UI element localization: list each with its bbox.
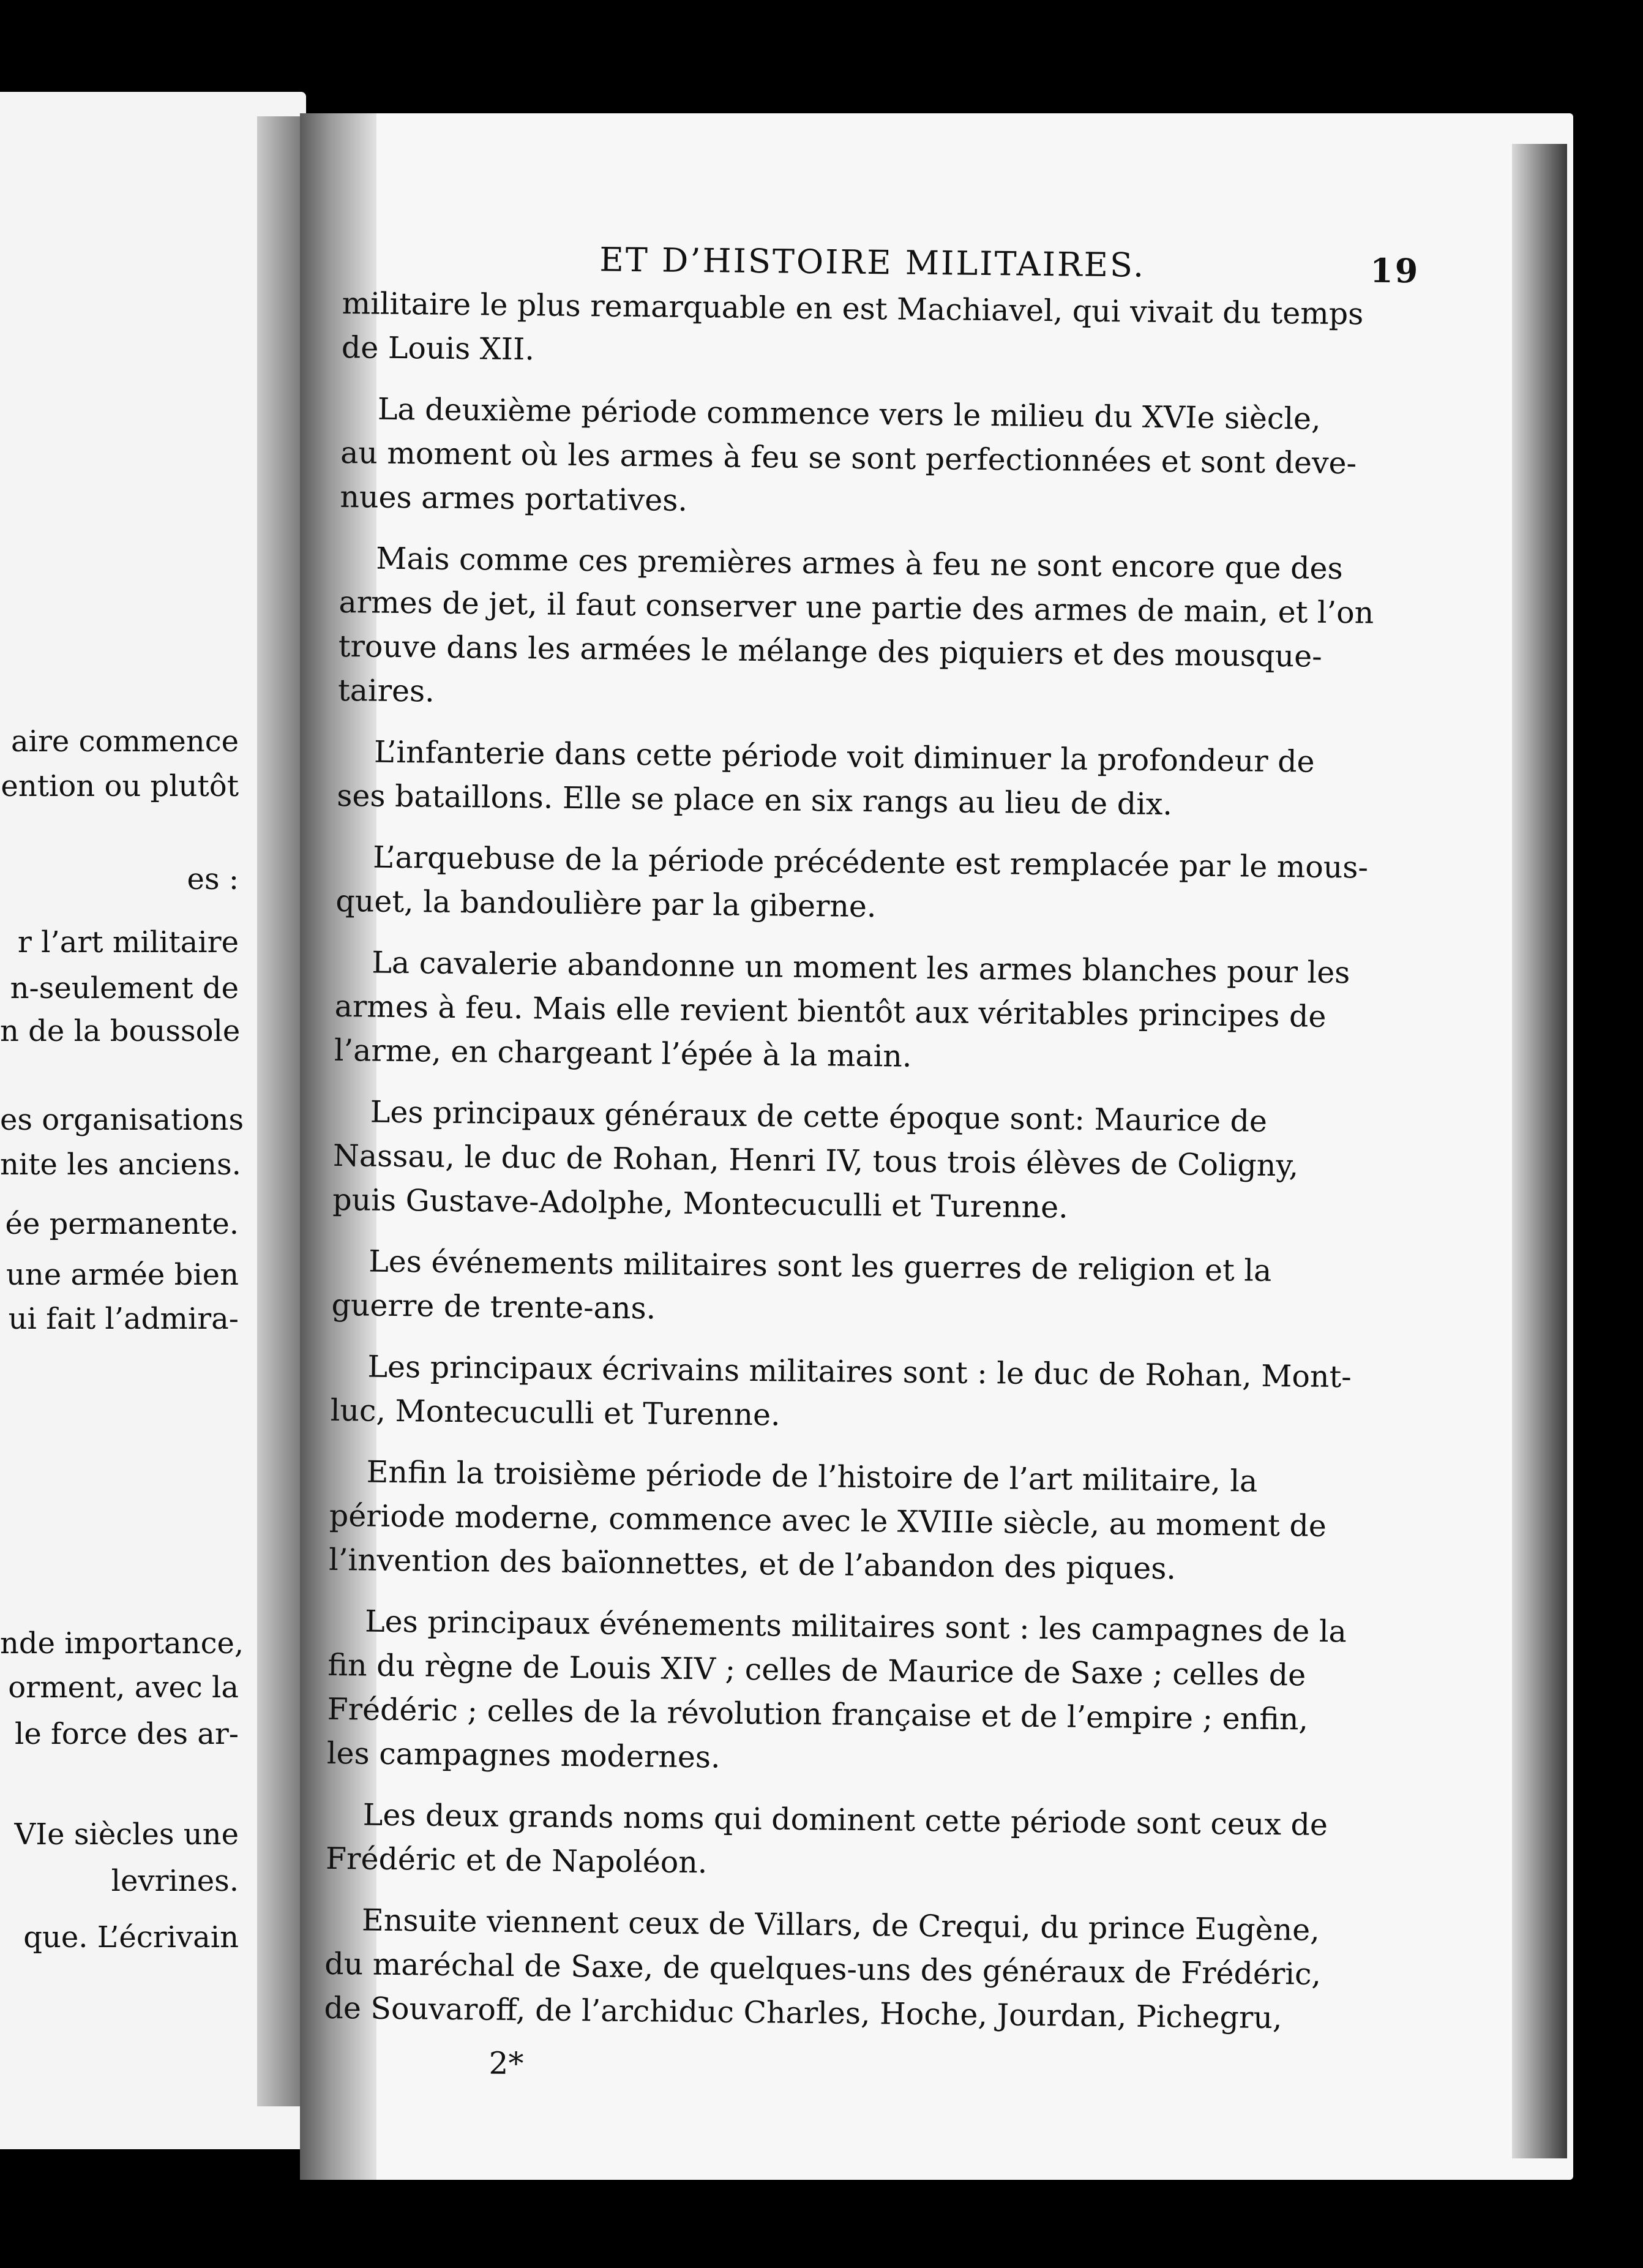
text-line: armes à feu. Mais elle revient bientôt aux véritables principes de — [334, 988, 1327, 1034]
text-line: de Souvaroff, de l’archiduc Charles, Hoche, Jourdan, Pichegru, — [324, 1990, 1282, 2036]
text-line: La deuxième période commence vers le milieu du XVIe siècle, — [377, 391, 1321, 437]
text-line: Les principaux événements militaires sont : les campagnes de la — [364, 1604, 1347, 1650]
text-line: Les événements militaires sont les guerres de religion et la — [369, 1244, 1272, 1288]
text-line: l’arme, en chargeant l’épée à la main. — [334, 1032, 912, 1074]
left-page-line: ui fait l’admira- — [8, 1302, 239, 1336]
text-line: fin du règne de Louis XIV ; celles de Maurice de Saxe ; celles de — [327, 1647, 1306, 1693]
left-page-line: aire commence — [11, 724, 239, 759]
left-page-line: n de la boussole — [0, 1014, 241, 1048]
text-line: du maréchal de Saxe, de quelques-uns des généraux de Frédéric, — [324, 1946, 1322, 1992]
paragraph — [330, 1345, 1371, 1444]
paragraph — [332, 1090, 1374, 1233]
paragraph — [334, 941, 1376, 1084]
text-line: luc, Montecuculli et Turenne. — [330, 1392, 780, 1433]
left-page-line: es organisations — [0, 1103, 244, 1137]
text-line: de Louis XII. — [341, 329, 535, 367]
paragraph — [329, 1450, 1371, 1593]
text-line: Les principaux généraux de cette époque sont: Maurice de — [370, 1094, 1268, 1139]
left-page-line: levrines. — [111, 1864, 239, 1898]
left-page-line: n-seulement de — [10, 971, 239, 1005]
text-line: Frédéric et de Napoléon. — [325, 1841, 708, 1880]
paragraph — [340, 387, 1382, 530]
text-line: quet, la bandoulière par la giberne. — [335, 883, 877, 925]
text-line: Nassau, le duc de Rohan, Henri IV, tous trois élèves de Coligny, — [332, 1138, 1299, 1184]
text-line: armes de jet, il faut conserver une partie des armes de main, et l’on — [339, 584, 1374, 631]
paragraph — [338, 536, 1380, 724]
paragraph — [335, 835, 1377, 934]
left-page-line: nde importance, — [0, 1626, 244, 1661]
text-line: Les deux grands noms qui dominent cette période sont ceux de — [362, 1797, 1328, 1842]
left-page-line: le force des ar- — [15, 1717, 239, 1751]
text-line: taires. — [337, 672, 435, 709]
text-line: Frédéric ; celles de la révolution française et de l’empire ; enfin, — [327, 1691, 1309, 1737]
running-head — [342, 227, 1420, 293]
left-page-line: es : — [187, 862, 239, 896]
paragraph — [327, 1599, 1369, 1787]
left-page-line: ention ou plutôt — [1, 769, 239, 803]
left-page-line: que. L’écrivain — [23, 1920, 239, 1954]
paragraph — [342, 282, 1383, 381]
left-page-line: r l’art militaire — [17, 925, 239, 959]
text-line: au moment où les armes à feu se sont perfectionnées et sont deve- — [340, 435, 1357, 481]
text-line: militaire le plus remarquable en est Machiavel, qui vivait du temps — [342, 285, 1364, 332]
left-page-line: orment, avec la — [8, 1670, 239, 1705]
paragraph — [326, 1793, 1367, 1892]
text-line: nues armes portatives. — [340, 479, 688, 518]
text-line: L’arquebuse de la période précédente est remplacée par le mous- — [372, 839, 1369, 885]
text-line: Enfin la troisième période de l’histoire de l’art militaire, la — [366, 1454, 1258, 1499]
text-line: Ensuite viennent ceux de Villars, de Crequi, du prince Eugène, — [361, 1902, 1320, 1948]
left-page-line: ée permanente. — [5, 1207, 239, 1241]
text-line: trouve dans les armées le mélange des piquiers et des mousque- — [338, 628, 1322, 674]
text-line: ses bataillons. Elle se place en six rangs au lieu de dix. — [336, 778, 1173, 822]
text-line: Mais comme ces premières armes à feu ne sont encore que des — [376, 541, 1343, 587]
left-page-line: une armée bien — [6, 1258, 239, 1292]
running-title: ET D’HISTOIRE MILITAIRES. — [599, 240, 1146, 285]
text-line: l’invention des baïonnettes, et de l’abandon des piques. — [328, 1542, 1177, 1586]
text-line: période moderne, commence avec le XVIIIe siècle, au moment de — [329, 1498, 1327, 1544]
paragraph — [331, 1239, 1372, 1339]
text-line: les campagnes modernes. — [326, 1735, 720, 1775]
left-page-line: VIe siècles une — [14, 1817, 239, 1852]
text-line: puis Gustave-Adolphe, Montecuculli et Turenne. — [332, 1182, 1069, 1225]
paragraph — [337, 730, 1378, 829]
body-text — [324, 282, 1383, 2041]
paragraph — [324, 1898, 1366, 2041]
right-page-edge — [1512, 144, 1567, 2158]
signature-mark: 2* — [488, 2045, 524, 2082]
text-line: guerre de trente-ans. — [331, 1287, 656, 1326]
text-line: Les principaux écrivains militaires sont : le duc de Rohan, Mont- — [367, 1349, 1352, 1395]
text-line: L’infanterie dans cette période voit diminuer la profondeur de — [373, 734, 1315, 779]
page-number: 19 — [1369, 250, 1420, 291]
text-line: La cavalerie abandonne un moment les armes blanches pour les — [372, 945, 1350, 991]
left-page-line: nite les anciens. — [0, 1147, 241, 1182]
right-page-text-block — [323, 227, 1420, 2090]
